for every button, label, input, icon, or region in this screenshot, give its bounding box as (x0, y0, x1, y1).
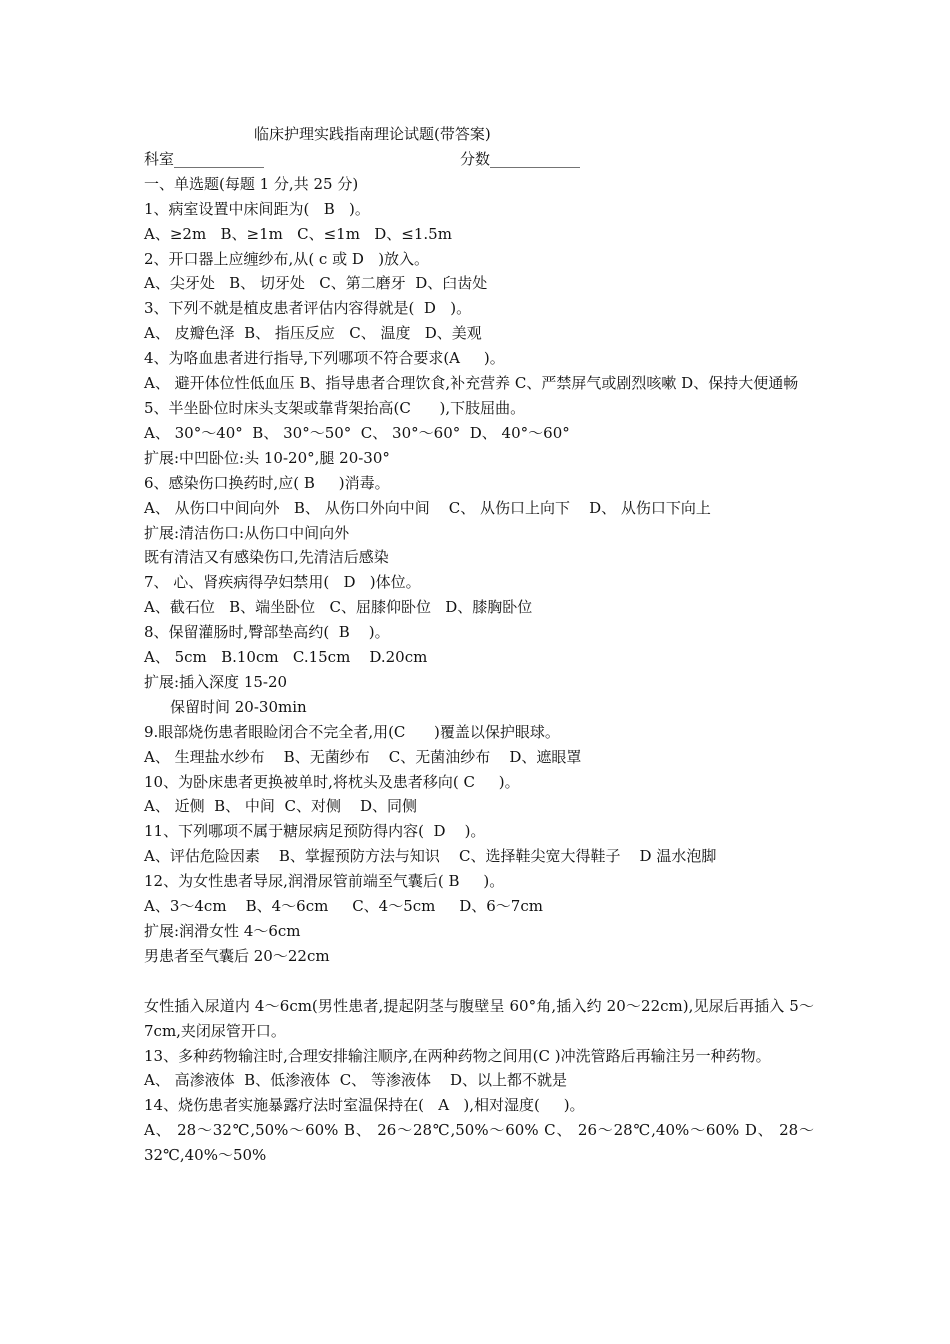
question-3: 3、下列不就是植皮患者评估内容得就是( D )。 (144, 299, 472, 318)
options-13: A、 高渗液体 B、低渗液体 C、 等渗液体 D、以上都不就是 (144, 1071, 568, 1090)
document-title: 临床护理实践指南理论试题(带答案) (254, 125, 491, 143)
question-2: 2、开口器上应缠纱布,从( c 或 D )放入。 (144, 249, 430, 268)
options-11: A、评估危险因素 B、掌握预防方法与知识 C、选择鞋尖宽大得鞋子 D 温水泡脚 (144, 847, 717, 866)
extension-12: 扩展:润滑女性 4～6cm (144, 922, 301, 940)
extension-12-detail: 女性插入尿道内 4～6cm(男性患者,提起阴茎与腹壁呈 60°角,插入约 20～22cm),见尿后再插入 5～7cm,夹闭尿管开口。 (144, 996, 814, 1040)
extension-12-note: 男患者至气囊后 20～22cm (144, 946, 330, 965)
question-5: 5、半坐卧位时床头支架或靠背架抬高(C ),下肢屈曲。 (144, 398, 526, 417)
options-3: A、 皮瓣色泽 B、 指压反应 C、 温度 D、美观 (144, 324, 482, 343)
options-12: A、3～4cm B、4～6cm C、4～5cm D、6～7cm (144, 897, 543, 916)
question-13: 13、多种药物输注时,合理安排输注顺序,在两种药物之间用(C )冲洗管路后再输注另一种药物。 (144, 1046, 771, 1065)
question-14: 14、烧伤患者实施暴露疗法时室温保持在( A ),相对湿度( )。 (144, 1096, 585, 1115)
options-1: A、≥2m B、≥1m C、≤1m D、≤1.5m (144, 224, 452, 243)
options-8: A、 5cm B.10cm C.15cm D.20cm (144, 648, 428, 667)
question-11: 11、下列哪项不属于糖尿病足预防得内容( D )。 (144, 822, 486, 841)
extension-6: 扩展:清洁伤口:从伤口中间向外 (144, 523, 350, 542)
options-2: A、尖牙处 B、 切牙处 C、第二磨牙 D、臼齿处 (144, 274, 488, 293)
extension-8-note: 保留时间 20-30min (170, 697, 307, 716)
question-6: 6、感染伤口换药时,应( B )消毒。 (144, 473, 390, 492)
extension-5: 扩展:中凹卧位:头 10-20°,腿 20-30° (144, 448, 390, 467)
options-10: A、 近侧 B、 中间 C、对侧 D、同侧 (144, 797, 418, 816)
options-4: A、 避开体位性低血压 B、指导患者合理饮食,补充营养 C、严禁屏气或剧烈咳嗽 D、保持大便通畅 (144, 374, 799, 393)
options-9: A、 生理盐水纱布 B、无菌纱布 C、无菌油纱布 D、遮眼罩 (144, 747, 582, 766)
options-6: A、 从伤口中间向外 B、 从伤口外向中间 C、 从伤口上向下 D、 从伤口下向上 (144, 498, 711, 517)
options-7: A、截石位 B、端坐卧位 C、屈膝仰卧位 D、膝胸卧位 (144, 598, 533, 617)
options-5: A、 30°～40° B、 30°～50° C、 30°～60° D、 40°～60° (144, 423, 570, 442)
question-10: 10、为卧床患者更换被单时,将枕头及患者移向( C )。 (144, 772, 520, 791)
blank-line (144, 969, 814, 994)
question-4: 4、为咯血患者进行指导,下列哪项不符合要求(A )。 (144, 349, 505, 368)
question-8: 8、保留灌肠时,臀部垫高约( B )。 (144, 623, 390, 642)
extension-6-note: 既有清洁又有感染伤口,先清洁后感染 (144, 548, 389, 567)
document-page (144, 122, 814, 1168)
question-7: 7、 心、肾疾病得孕妇禁用( D )体位。 (144, 573, 421, 592)
section-heading: 一、单选题(每题 1 分,共 25 分) (144, 174, 359, 193)
question-1: 1、病室设置中床间距为( B )。 (144, 199, 370, 218)
extension-8: 扩展:插入深度 15-20 (144, 672, 288, 691)
department-field: 科室____________ (144, 149, 265, 168)
score-field: 分数____________ (460, 149, 581, 168)
question-9: 9.眼部烧伤患者眼睑闭合不完全者,用(C )覆盖以保护眼球。 (144, 722, 560, 741)
options-14: A、 28～32℃,50%～60% B、 26～28℃,50%～60% C、 26～28℃,40%～60% D、 28～32℃,40%～50% (144, 1121, 814, 1165)
header-row (144, 147, 814, 172)
question-12: 12、为女性患者导尿,润滑尿管前端至气囊后( B )。 (144, 872, 505, 891)
